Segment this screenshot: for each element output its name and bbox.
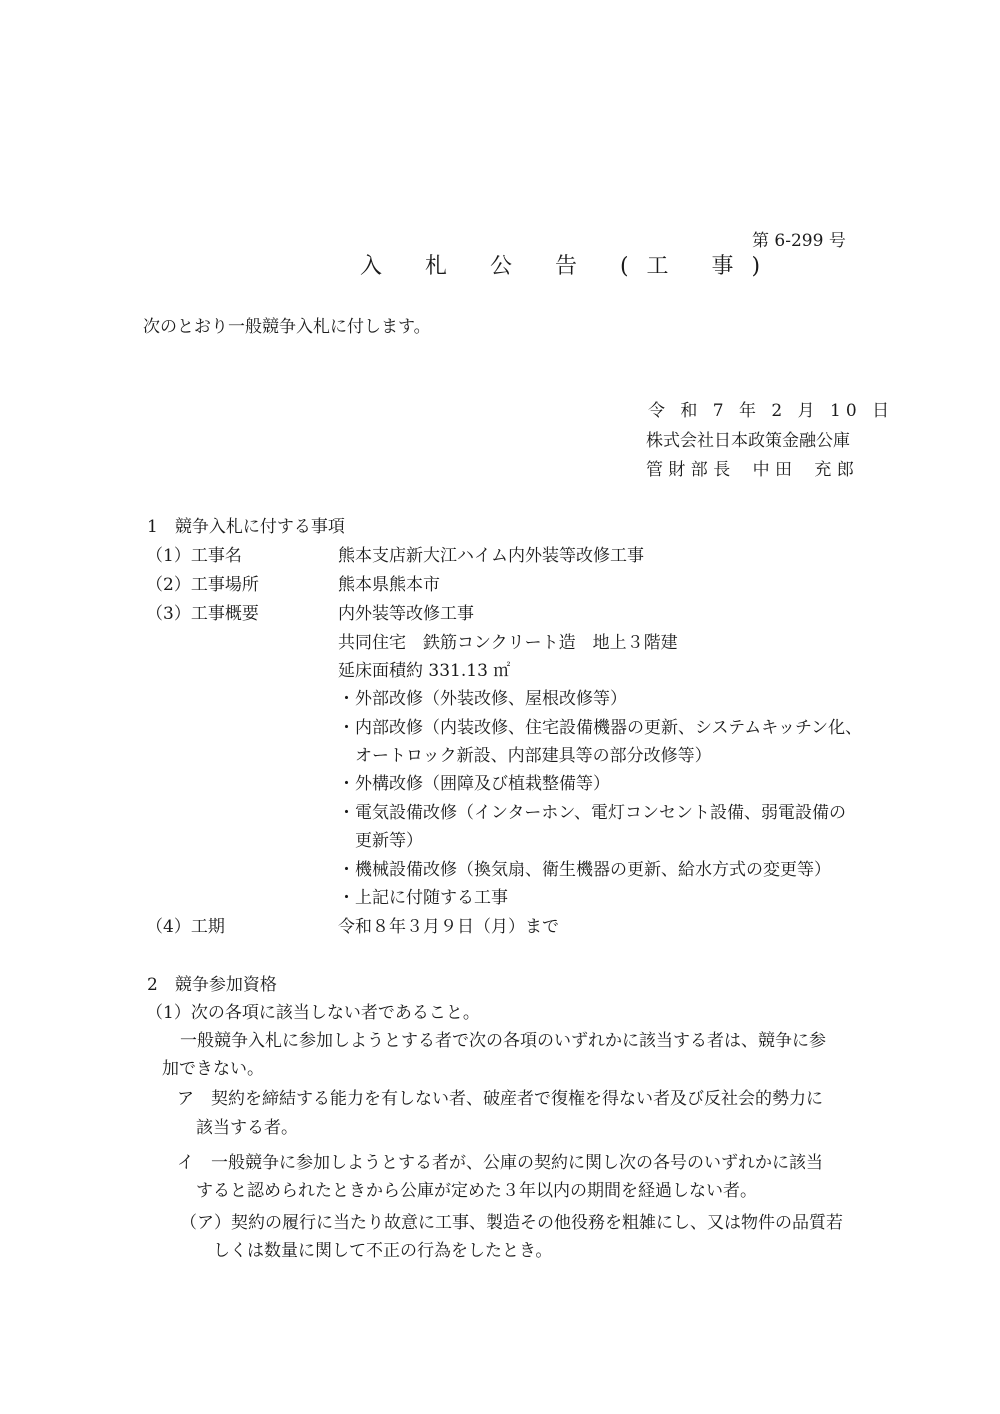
paragraph-line: 一般競争入札に参加しようとする者で次の各項のいずれかに該当する者は、競争に参 (180, 1031, 826, 1051)
section-1-heading: 1 競争入札に付する事項 (147, 517, 345, 537)
section-2-heading: 2 競争参加資格 (147, 975, 277, 995)
overview-line: ・機械設備改修（換気扇、衛生機器の更新、給水方式の変更等） (338, 860, 831, 880)
item-1-label: （1）工事名 (146, 546, 242, 566)
item-3-value: 内外装等改修工事 (338, 604, 474, 624)
clause-ka-line-2: しくは数量に関して不正の行為をしたとき。 (213, 1241, 553, 1261)
item-1-value: 熊本支店新大江ハイム内外装等改修工事 (338, 546, 644, 566)
overview-line: 共同住宅 鉄筋コンクリート造 地上３階建 (338, 633, 678, 653)
item-2-label: （2）工事場所 (146, 575, 259, 595)
item-4-value: 令和８年３月９日（月）まで (338, 917, 559, 937)
overview-line: ・電気設備改修（インターホン、電灯コンセント設備、弱電設備の (338, 803, 846, 823)
issuer-organization: 株式会社日本政策金融公庫 (646, 431, 850, 451)
clause-i-line-1: イ 一般競争に参加しようとする者が、公庫の契約に関し次の各号のいずれかに該当 (177, 1153, 823, 1173)
overview-line: 更新等） (338, 831, 423, 851)
item-2-value: 熊本県熊本市 (338, 575, 440, 595)
document-title: 入 札 公 告 (工 事) (360, 254, 779, 279)
issue-date: 令 和 7 年 2 月 10 日 (648, 401, 895, 421)
overview-line: ・上記に付随する工事 (338, 888, 508, 908)
clause-i-line-2: すると認められたときから公庫が定めた３年以内の期間を経過しない者。 (196, 1181, 757, 1201)
overview-line: ・外構改修（囲障及び植栽整備等） (338, 774, 610, 794)
overview-line: ・内部改修（内装改修、住宅設備機器の更新、システムキッチン化、 (338, 718, 863, 738)
item-4-label: （4）工期 (146, 917, 225, 937)
section-2-sub-1: （1）次の各項に該当しない者であること。 (146, 1003, 480, 1023)
overview-line: 延床面積約 331.13 ㎡ (338, 661, 511, 681)
clause-ka-line-1: （ア）契約の履行に当たり故意に工事、製造その他役務を粗雑にし、又は物件の品質若 (180, 1213, 843, 1233)
clause-a-line-2: 該当する者。 (196, 1118, 298, 1138)
issuer-person: 管 財 部 長 中 田 充 郎 (646, 460, 854, 480)
paragraph-line: 加できない。 (162, 1059, 264, 1079)
document-number: 第 6-299 号 (752, 231, 846, 251)
overview-line: ・外部改修（外装改修、屋根改修等） (338, 689, 627, 709)
intro-text: 次のとおり一般競争入札に付します。 (143, 317, 431, 337)
clause-a-line-1: ア 契約を締結する能力を有しない者、破産者で復権を得ない者及び反社会的勢力に (177, 1089, 823, 1109)
item-3-label: （3）工事概要 (146, 604, 259, 624)
overview-line: オートロック新設、内部建具等の部分改修等） (338, 746, 712, 766)
